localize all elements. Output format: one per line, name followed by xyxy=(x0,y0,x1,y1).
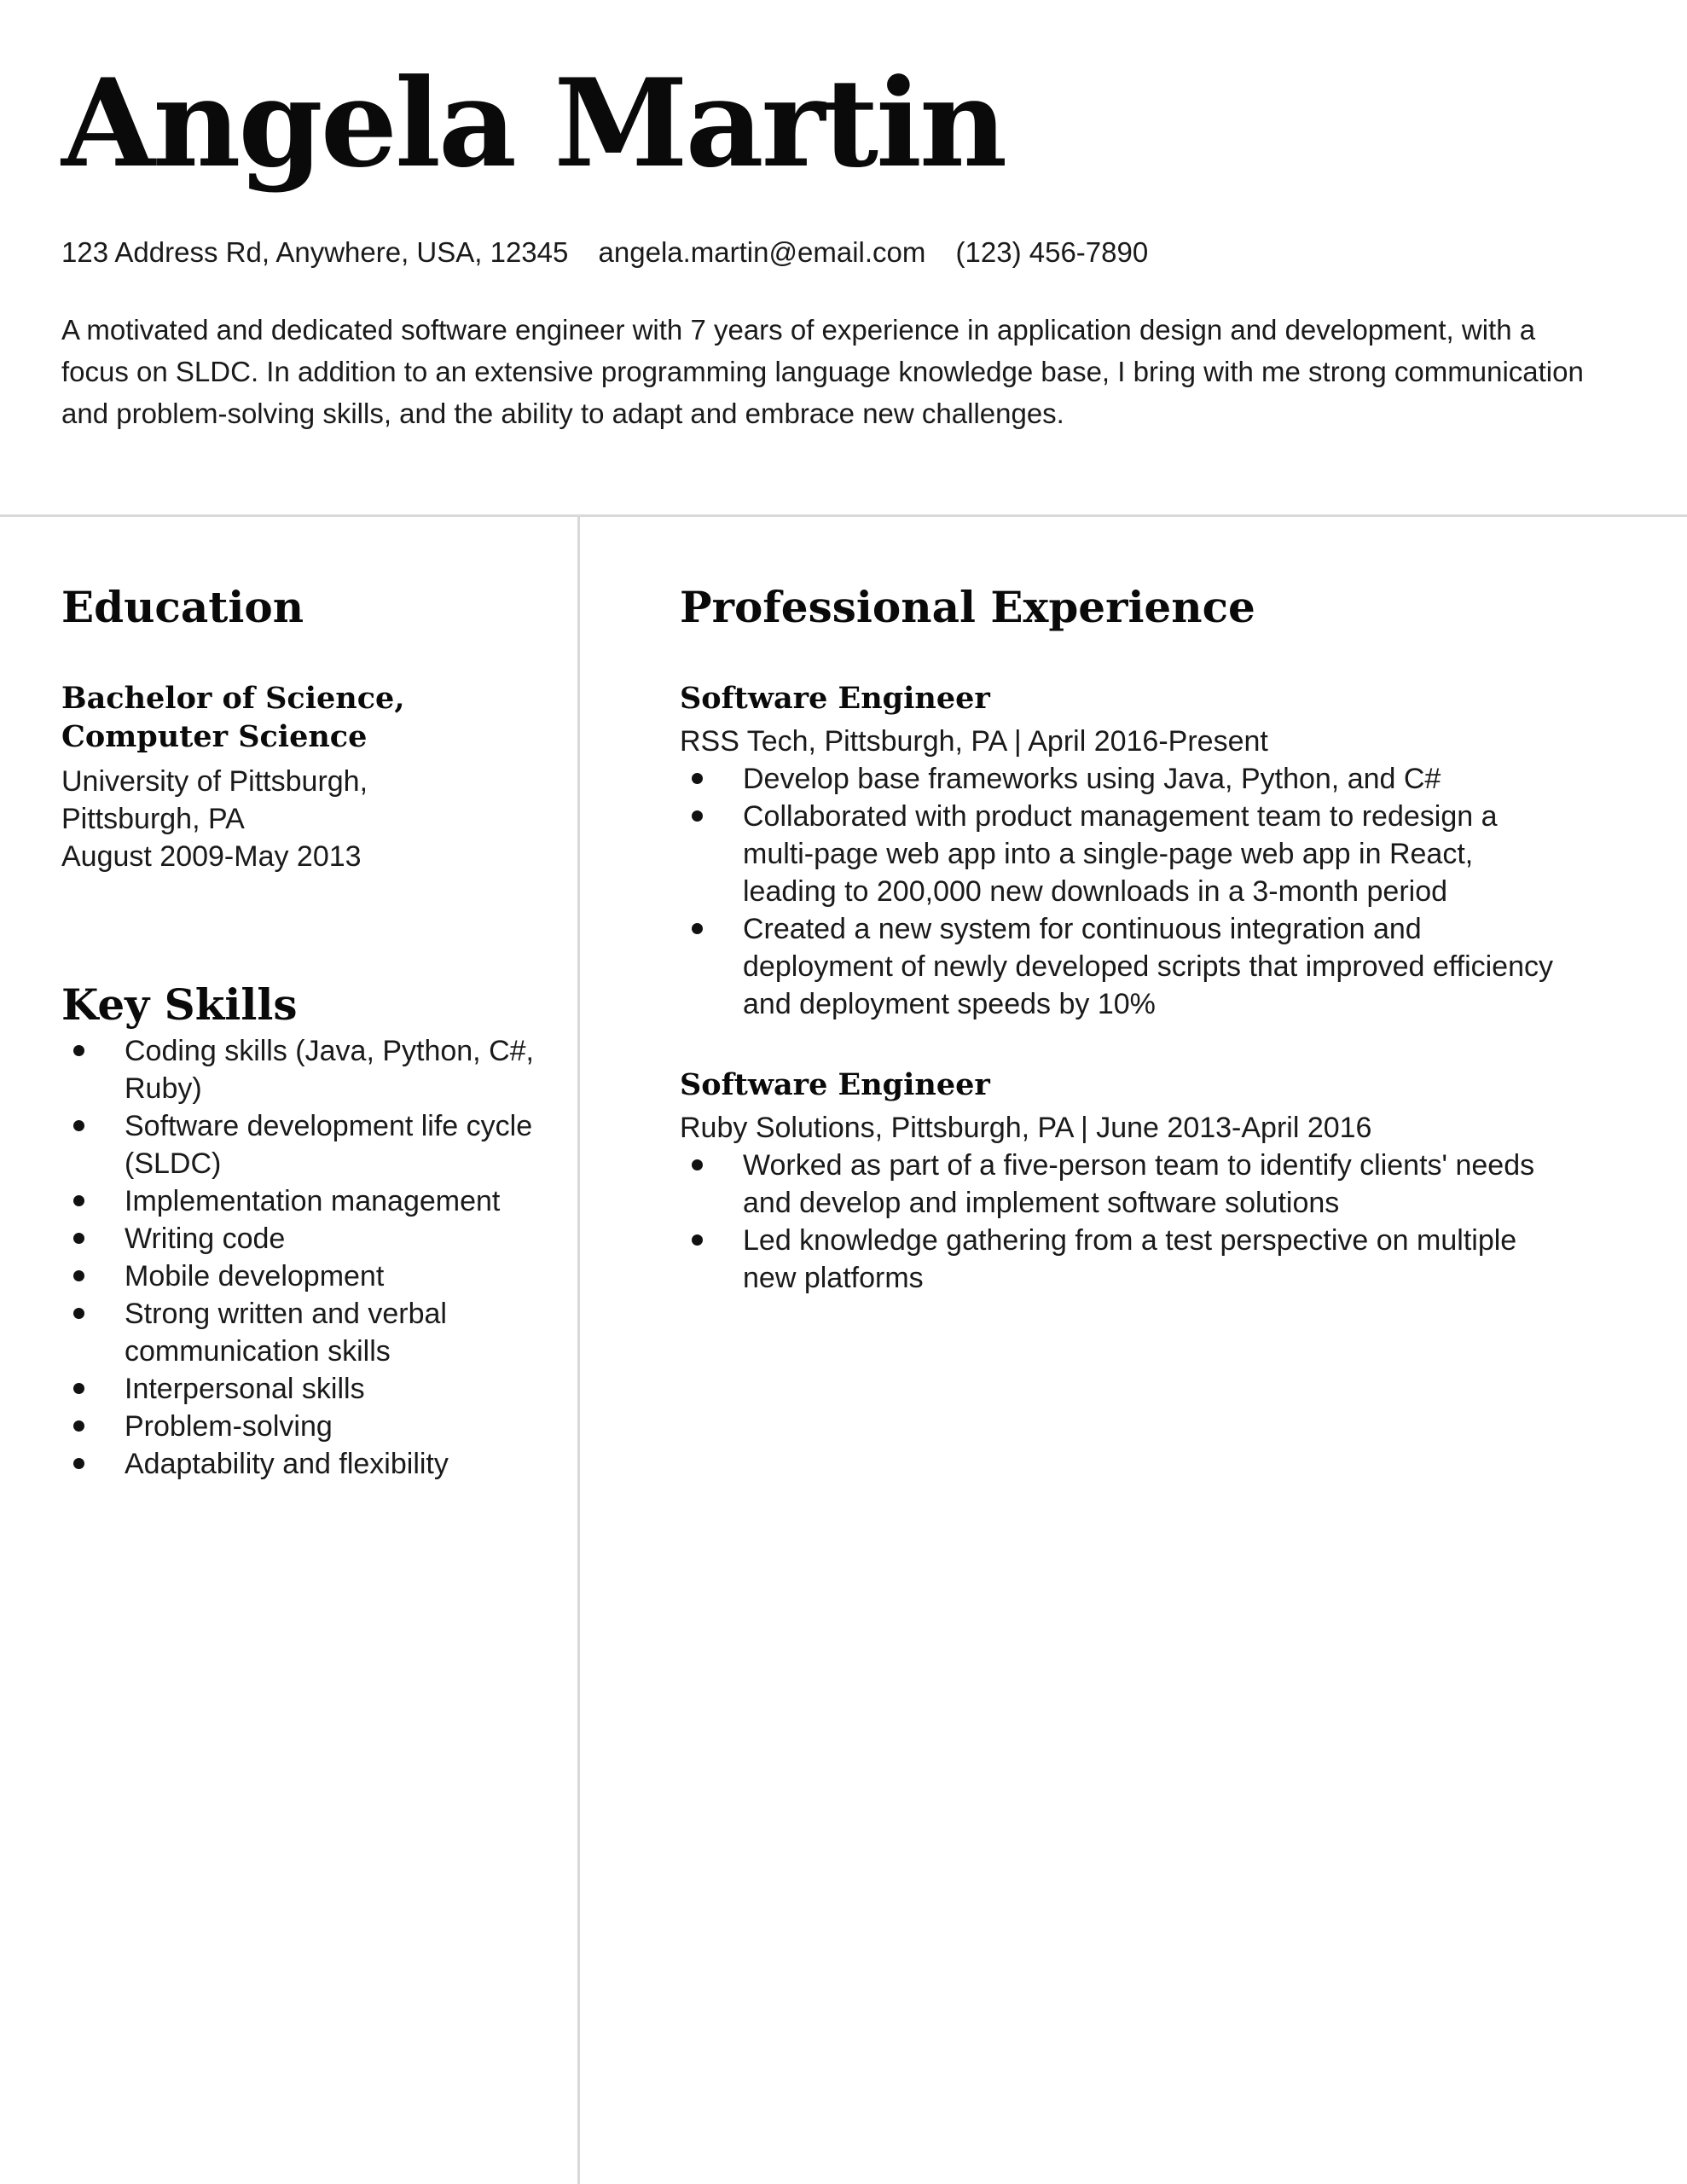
list-item xyxy=(61,1032,539,1107)
bullet-icon xyxy=(692,1234,703,1246)
list-item xyxy=(680,798,1558,910)
list-item xyxy=(61,1107,539,1182)
header-divider xyxy=(0,514,1687,517)
right-column xyxy=(680,580,1618,1297)
bullet-icon xyxy=(692,923,703,934)
bullet-text: Led knowledge gathering from a test perspective on multiple new platforms xyxy=(743,1224,1517,1294)
bullet-icon xyxy=(73,1458,84,1469)
contact-address: 123 Address Rd, Anywhere, USA, 12345 xyxy=(61,236,569,268)
contact-line xyxy=(61,234,1170,271)
skill-text: Software development life cycle (SLDC) xyxy=(125,1110,533,1180)
candidate-name: Angela Martin xyxy=(61,53,1006,195)
skill-text: Adaptability and flexibility xyxy=(125,1448,449,1480)
skill-text: Implementation management xyxy=(125,1185,501,1217)
bullet-icon xyxy=(692,810,703,822)
skill-text: Strong written and verbal communication skills xyxy=(125,1298,447,1368)
list-item xyxy=(680,1222,1558,1297)
list-item xyxy=(61,1258,539,1295)
bullet-icon xyxy=(73,1308,84,1319)
job-meta: Ruby Solutions, Pittsburgh, PA | June 2013-April 2016 xyxy=(680,1112,1372,1144)
bullet-icon xyxy=(73,1233,84,1244)
skills-title: Key Skills xyxy=(61,979,298,1030)
skill-text: Interpersonal skills xyxy=(125,1373,365,1405)
list-item xyxy=(61,1295,539,1370)
contact-email: angela.martin@email.com xyxy=(598,236,926,268)
bullet-text: Created a new system for continuous integration and deployment of newly developed scripts that improved efficiency and deployment speeds by 10% xyxy=(743,913,1553,1020)
job-meta: RSS Tech, Pittsburgh, PA | April 2016-Present xyxy=(680,725,1268,758)
bullet-icon xyxy=(73,1270,84,1281)
column-divider xyxy=(577,517,580,2184)
list-item xyxy=(61,1408,539,1445)
left-column xyxy=(61,580,539,1483)
bullet-icon xyxy=(73,1120,84,1131)
bullet-icon xyxy=(692,773,703,784)
education-school: University of Pittsburgh, Pittsburgh, PA xyxy=(61,765,368,835)
contact-phone: (123) 456-7890 xyxy=(955,236,1149,268)
professional-summary: A motivated and dedicated software engineer with 7 years of experience in application design and development, with a focus on SLDC. In addition to an extensive programming language knowledge base, I bring with me strong communication and problem-solving skills, and the ability to adapt and embrace new challenges. xyxy=(61,314,1584,429)
job-entry xyxy=(680,1066,1618,1297)
job-role: Software Engineer xyxy=(680,1067,990,1102)
job-entry xyxy=(680,679,1618,1023)
bullet-text: Develop base frameworks using Java, Python, and C# xyxy=(743,763,1441,795)
bullet-text: Collaborated with product management team to redesign a multi-page web app into a single-page web app in React, leading to 200,000 new downloads in a 3-month period xyxy=(743,800,1498,908)
resume-header xyxy=(61,51,1597,429)
skill-text: Mobile development xyxy=(125,1260,385,1292)
education-entry xyxy=(61,679,539,875)
list-item xyxy=(61,1370,539,1408)
list-item xyxy=(61,1182,539,1220)
bullet-icon xyxy=(73,1195,84,1206)
experience-title: Professional Experience xyxy=(680,582,1255,632)
bullet-icon xyxy=(73,1045,84,1056)
list-item xyxy=(680,910,1558,1023)
list-item xyxy=(61,1220,539,1258)
skill-text: Coding skills (Java, Python, C#, Ruby) xyxy=(125,1035,534,1105)
skills-list xyxy=(61,1032,539,1483)
education-dates: August 2009-May 2013 xyxy=(61,840,362,873)
list-item xyxy=(680,760,1558,798)
list-item xyxy=(680,1147,1558,1222)
job-bullets xyxy=(680,1147,1558,1297)
job-bullets xyxy=(680,760,1558,1023)
skill-text: Problem-solving xyxy=(125,1410,333,1443)
education-title: Education xyxy=(61,582,304,632)
bullet-icon xyxy=(73,1383,84,1394)
job-role: Software Engineer xyxy=(680,681,990,716)
list-item xyxy=(61,1445,539,1483)
skill-text: Writing code xyxy=(125,1223,286,1255)
bullet-text: Worked as part of a five-person team to identify clients' needs and develop and implement software solutions xyxy=(743,1149,1535,1219)
bullet-icon xyxy=(692,1159,703,1170)
bullet-icon xyxy=(73,1420,84,1432)
education-degree: Bachelor of Science, Computer Science xyxy=(61,681,405,754)
